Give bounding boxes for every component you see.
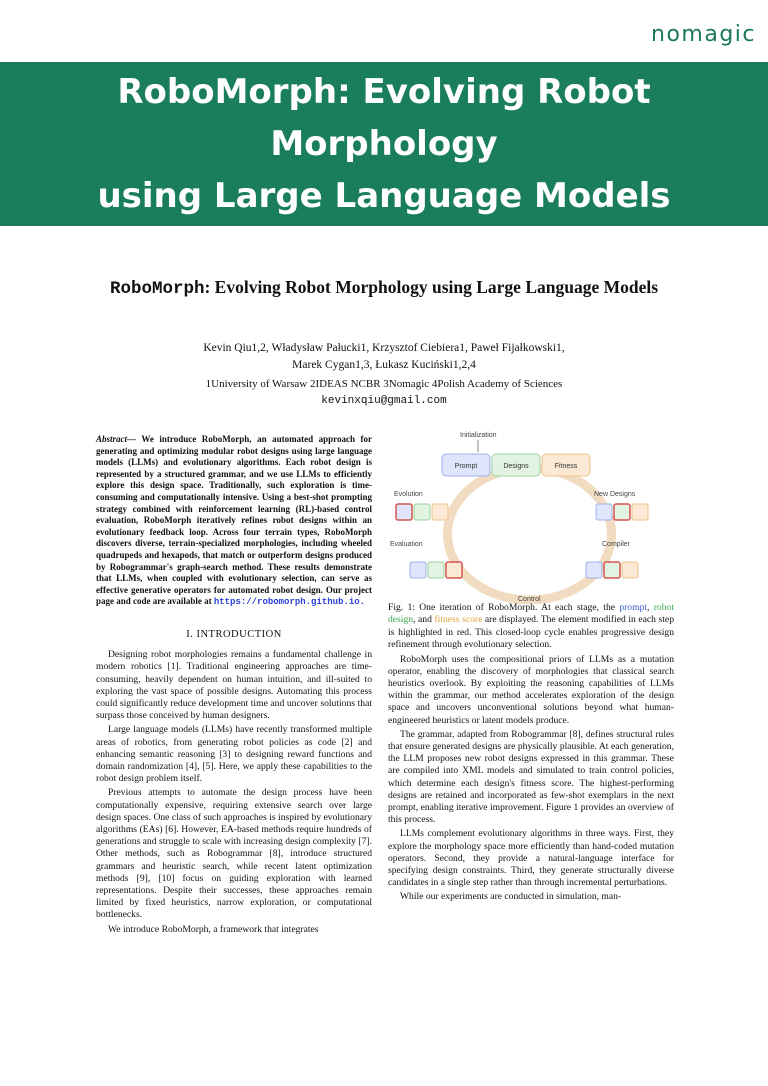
figure-1-diagram — [390, 428, 672, 604]
evaluation-prompt-icon — [410, 562, 426, 578]
right-paragraph-2: The grammar, adapted from Robogrammar [8], defines structural rules that ensure generated designs are physically plausible. At each generation, the LLM proposes new robot designs expressed in this grammar. These are compiled into XML models and simulated to train control policies, which determine each design's fitness score. The highest-performing designs are retained and incorporated as few-shot exemplars in the next prompt, enabling iterative improvement. Figure 1 provides an overview of this process. — [388, 728, 674, 826]
compiler-fitness-icon — [622, 562, 638, 578]
evaluation-fitness-icon — [446, 562, 462, 578]
newdesigns-fitness-icon — [632, 504, 648, 520]
label-control: Control — [518, 596, 541, 603]
cycle-diagram — [390, 428, 672, 604]
abstract — [96, 434, 372, 609]
paper-page — [88, 262, 680, 1072]
intro-paragraph-2: Large language models (LLMs) have recently transformed multiple areas of robotics, from generating robot policies as code [2] and enhancing semantic reasoning [3] to designing reward functions and domain randomization [4], [5]. Here, we apply these capabilities to the robot design problem itself. — [96, 724, 372, 785]
left-column — [96, 434, 372, 938]
abstract-text: — We introduce RoboMorph, an automated approach for generating and optimizing modular robot designs using large language models (LLMs) and evolutionary algorithms. Each robot design is represented by a structured grammar, and we use LLMs to efficiently explore this design space. Traditionally, such exploration is time-consuming and computationally intensive. Using a best-shot prompting strategy combined with reinforcement learning (RL)-based control evaluation, RoboMorph iteratively refines robot designs within an evolutionary feedback loop. Across four terrain types, RoboMorph discovers diverse, terrain-specialized morphologies, including wheeled quadrupeds and hexapods, that match or outperform designs produced by Robogrammar's graph-search method. These results demonstrate that LLMs, when coupled with evolutionary selection, can serve as effective generative operators for automated robot design. Our project page and code are available at — [96, 434, 372, 607]
caption-fitness: fitness score — [434, 614, 483, 626]
evolution-prompt-icon — [396, 504, 412, 520]
label-initialization: Initialization — [460, 432, 497, 439]
compiler-prompt-icon — [586, 562, 602, 578]
section-heading-introduction: I. INTRODUCTION — [186, 628, 282, 640]
author-list — [88, 340, 680, 374]
caption-and: , and — [413, 614, 432, 626]
newdesigns-prompt-icon — [596, 504, 612, 520]
banner-title — [14, 66, 754, 222]
right-column — [388, 602, 674, 906]
paper-title-name: RoboMorph — [109, 279, 205, 299]
label-designs: Designs — [503, 463, 529, 470]
evolution-fitness-icon — [432, 504, 448, 520]
right-paragraph-1: RoboMorph uses the compositional priors of LLMs as a mutation operator, enabling the discovery of morphologies that classical search heuristics overlook. By exploiting the reasoning capabilities of LLMs within the grammar, our method accelerates exploration of the design space and uncovers unconventional solutions beyond what human-engineered heuristics or latent models produce. — [388, 653, 674, 726]
label-compiler: Compiler — [602, 541, 631, 548]
intro-paragraph-3: Previous attempts to automate the design process have been computationally expensive, requiring extensive search over large design spaces. One class of such approaches is inspired by evolutionary algorithms (EAs) [6]. However, EA-based methods require hundreds of generations and struggle to scale with increasing design complexity [7]. Other methods, such as Robogrammar [8], introduce structured grammars and heuristic search, while recent latent optimization methods [9], [10] focus on guiding exploration with learned representations. Despite their successes, these approaches remain limited by fixed heuristics, narrow exploration, or computational bottlenecks. — [96, 787, 372, 921]
cycle-arrow — [448, 468, 612, 600]
caption-design: robot design — [388, 602, 674, 626]
right-paragraph-4: While our experiments are conducted in simulation, man- — [400, 891, 622, 903]
label-evaluation: Evaluation — [390, 541, 423, 548]
brand-logo: nomagic — [651, 22, 756, 47]
caption-prompt: prompt — [619, 602, 648, 613]
contact-email: kevinxqiu@gmail.com — [321, 395, 447, 407]
label-new-designs: New Designs — [594, 491, 636, 498]
banner-title-line1: RoboMorph: Evolving Robot Morphology — [117, 72, 651, 164]
intro-paragraph-1: Designing robot morphologies remains a fundamental challenge in modern robotics [1]. Traditional engineering approaches are time-consuming, heavily dependent on human intuition, and ill-suited to exploring the vast space of possible designs. Automating this process could significantly reduce development time and uncover solutions that surpass those conceived by human designers. — [96, 649, 372, 722]
evaluation-design-icon — [428, 562, 444, 578]
right-paragraph-3: LLMs complement evolutionary algorithms in three ways. First, they explore the morphology space more efficiently than hand-coded mutation operators. Second, they provide a natural-language interface for specifying design constraints. Third, they generate structurally diverse candidates in a single step rather than through incremental perturbations. — [388, 828, 674, 889]
title-banner — [0, 62, 768, 226]
paper-title — [88, 276, 680, 301]
project-link[interactable]: https://robomorph.github.io. — [213, 597, 366, 608]
figure-1-caption: Fig. 1: One iteration of RoboMorph. At each stage, the prompt, robot design, and fitness score are displayed. The element modified in each step is highlighted in red. This closed-loop cycle enables progressive design refinement through evolutionary selection. — [388, 602, 674, 651]
evolution-design-icon — [414, 504, 430, 520]
caption-part-a: Fig. 1: One iteration of RoboMorph. At each stage, the — [388, 602, 616, 613]
authors-line2: Marek Cygan1,3, Łukasz Kuciński1,2,4 — [292, 359, 476, 371]
caption-part-b: are displayed. The element modified in each step is highlighted in red. This closed-loop cycle enables progressive design refinement through evolutionary selection. — [388, 614, 674, 651]
affiliations: 1University of Warsaw 2IDEAS NCBR 3Nomagic 4Polish Academy of Sciences — [205, 378, 563, 390]
label-evolution: Evolution — [394, 491, 423, 498]
label-prompt: Prompt — [454, 463, 478, 470]
abstract-lead: Abstract — [96, 434, 128, 444]
intro-paragraph-4: We introduce RoboMorph, a framework that integrates — [108, 923, 319, 935]
newdesigns-design-icon — [614, 504, 630, 520]
label-fitness: Fitness — [554, 463, 578, 470]
compiler-design-icon — [604, 562, 620, 578]
authors-line1: Kevin Qiu1,2, Władysław Pałucki1, Krzysztof Ciebiera1, Paweł Fijałkowski1, — [203, 342, 565, 354]
banner-title-line2: using Large Language Models — [97, 176, 671, 216]
paper-title-rest: : Evolving Robot Morphology using Large Language Models — [204, 277, 659, 297]
